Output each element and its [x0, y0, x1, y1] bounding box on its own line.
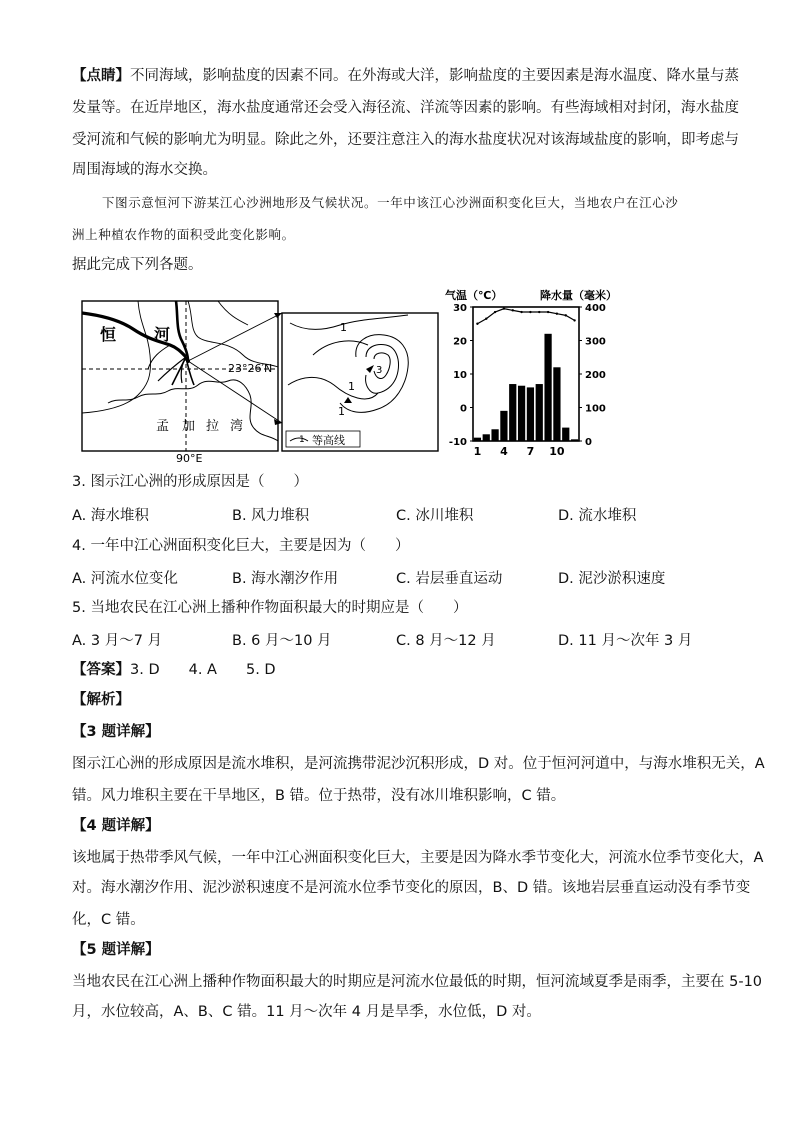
location-map	[82, 301, 282, 465]
precip-bar-7	[527, 387, 534, 441]
precip-bar-3	[491, 429, 498, 441]
q5-option-a: A. 3 月～7 月	[72, 633, 163, 649]
detail-4-line-1: 该地属于热带季风气候，一年中江心洲面积变化巨大，主要是因为降水季节变化大，河流水位季节变化大，A	[72, 850, 764, 866]
temp-tick-label-30: 30	[453, 303, 467, 314]
intro-tag: 【点睛】	[72, 68, 130, 84]
temperature-point-8	[538, 311, 540, 313]
temperature-point-11	[565, 314, 567, 316]
lead-line-1: 下图示意恒河下游某江心沙洲地形及气候状况。一年中该江心沙洲面积变化巨大，当地农户在江心沙	[102, 195, 679, 210]
precip-bar-12	[571, 439, 578, 441]
temperature-point-9	[547, 311, 549, 313]
precip-bar-4	[500, 411, 507, 441]
q5-option-b: B. 6 月～10 月	[232, 633, 332, 649]
contour-label-4: 1	[338, 405, 345, 418]
precip-tick-label-200: 200	[585, 370, 606, 381]
temperature-point-6	[520, 311, 522, 313]
month-label-4: 4	[500, 445, 508, 458]
temperature-point-7	[529, 311, 531, 313]
precip-bar-6	[518, 386, 525, 441]
precip-tick-label-0: 0	[585, 437, 592, 448]
contour-map	[282, 313, 438, 451]
temperature-point-4	[503, 307, 505, 309]
q4-option-b: B. 海水潮汐作用	[232, 571, 339, 587]
intro-line-4: 周围海域的海水交换。	[72, 162, 217, 178]
temp-axis-title: 气温（℃）	[445, 289, 503, 302]
precip-bar-8	[536, 384, 543, 441]
detail-4-line-2: 对。海水潮汐作用、泥沙淤积速度不是河流水位季节变化的原因，B、D 错。该地岩层垂直运动没有季节变	[72, 880, 751, 896]
lat-label: 23°26′N	[228, 362, 273, 375]
answer-tag: 【答案】	[72, 662, 130, 678]
q4-option-a: A. 河流水位变化	[72, 571, 178, 587]
temperature-point-2	[485, 318, 487, 320]
climate-chart	[445, 288, 617, 458]
q3-option-a: A. 海水堆积	[72, 508, 149, 524]
q3-stem: 3. 图示江心洲的形成原因是（ ）	[72, 474, 308, 490]
temp-tick-label-0: 0	[460, 403, 467, 415]
month-label-7: 7	[526, 445, 535, 458]
q5-option-c: C. 8 月～12 月	[396, 633, 496, 649]
q5-option-d: D. 11 月～次年 3 月	[558, 633, 693, 649]
temp-tick-label--10: -10	[448, 437, 467, 448]
q4-option-d: D. 泥沙淤积速度	[558, 571, 666, 587]
month-label-1: 1	[473, 445, 482, 458]
lead-line-2: 洲上种植农作物的面积受此变化影响。	[72, 227, 295, 242]
precip-axis-title: 降水量（毫米）	[540, 289, 617, 302]
map-label-he: 河	[154, 325, 171, 344]
precip-tick-label-400: 400	[585, 303, 606, 314]
precip-tick-label-100: 100	[585, 403, 606, 415]
legend-num: 1	[299, 435, 305, 445]
detail-5-tag: 【5 题详解】	[72, 942, 160, 958]
temp-tick-label-10: 10	[453, 370, 467, 381]
detail-4-line-3: 化，C 错。	[72, 912, 145, 928]
contour-label-3: 3	[376, 365, 383, 376]
map-label-heng: 恒	[100, 325, 117, 344]
answer-text: 3. D 4. A 5. D	[130, 662, 276, 678]
detail-4-tag: 【4 题详解】	[72, 818, 160, 834]
q3-option-d: D. 流水堆积	[558, 508, 637, 524]
q5-stem: 5. 当地农民在江心洲上播种作物面积最大的时期应是（ ）	[72, 600, 468, 616]
lead-instruction: 据此完成下列各题。	[72, 257, 203, 273]
answer-line	[72, 660, 276, 680]
intro-line-2: 发量等。在近岸地区，海水盐度通常还会受入海径流、洋流等因素的影响。有些海域相对封闭，海水盐度	[72, 100, 739, 116]
precip-bar-9	[544, 334, 551, 441]
analysis-tag: 【解析】	[72, 692, 130, 708]
contour-label-2: 1	[348, 380, 355, 393]
q4-option-c: C. 岩层垂直运动	[396, 571, 503, 587]
temperature-line	[477, 309, 574, 324]
precip-tick-label-300: 300	[585, 336, 606, 348]
temperature-point-1	[476, 323, 478, 325]
bay-label-4: 湾	[230, 419, 244, 434]
contour-legend: 等高线	[312, 434, 345, 447]
precip-bar-10	[553, 367, 560, 441]
q4-stem: 4. 一年中江心洲面积变化巨大，主要是因为（ ）	[72, 538, 410, 554]
temperature-point-12	[573, 319, 575, 321]
temp-tick-label-20: 20	[453, 336, 467, 348]
intro-line-3: 受河流和气候的影响尤为明显。除此之外，还要注意注入的海水盐度状况对该海域盐度的影响，即考虑与	[72, 132, 739, 148]
precip-bar-5	[509, 384, 516, 441]
intro-line-1: 【点睛】不同海域，影响盐度的因素不同。在外海或大洋，影响盐度的主要因素是海水温度、降水量与蒸	[72, 68, 739, 84]
lon-label: 90°E	[176, 452, 203, 465]
temperature-point-10	[556, 313, 558, 315]
q3-option-b: B. 风力堆积	[232, 508, 310, 524]
figure	[78, 285, 618, 465]
detail-3-line-2: 错。风力堆积主要在干旱地区，B 错。位于热带，没有冰川堆积影响，C 错。	[72, 788, 566, 804]
detail-5-line-2: 月，水位较高，A、B、C 错。11 月～次年 4 月是旱季，水位低，D 对。	[72, 1004, 541, 1020]
detail-3-line-1: 图示江心洲的形成原因是流水堆积，是河流携带泥沙沉积形成，D 对。位于恒河河道中，与海水堆积无关，A	[72, 756, 765, 772]
precip-bar-11	[562, 428, 569, 441]
bay-label-2: 加	[182, 419, 196, 434]
detail-5-line-1: 当地农民在江心洲上播种作物面积最大的时期应是河流水位最低的时期，恒河流域夏季是雨季，主要在 5-10	[72, 974, 763, 990]
contour-label-1: 1	[340, 321, 347, 334]
temperature-point-3	[494, 311, 496, 313]
q3-option-c: C. 冰川堆积	[396, 508, 474, 524]
bay-label-1: 孟	[156, 419, 170, 434]
temperature-point-5	[512, 309, 514, 311]
detail-3-tag: 【3 题详解】	[72, 724, 160, 740]
precip-bar-2	[483, 434, 490, 441]
bay-label-3: 拉	[206, 419, 220, 434]
precip-bar-1	[474, 438, 481, 441]
month-label-10: 10	[549, 445, 565, 458]
